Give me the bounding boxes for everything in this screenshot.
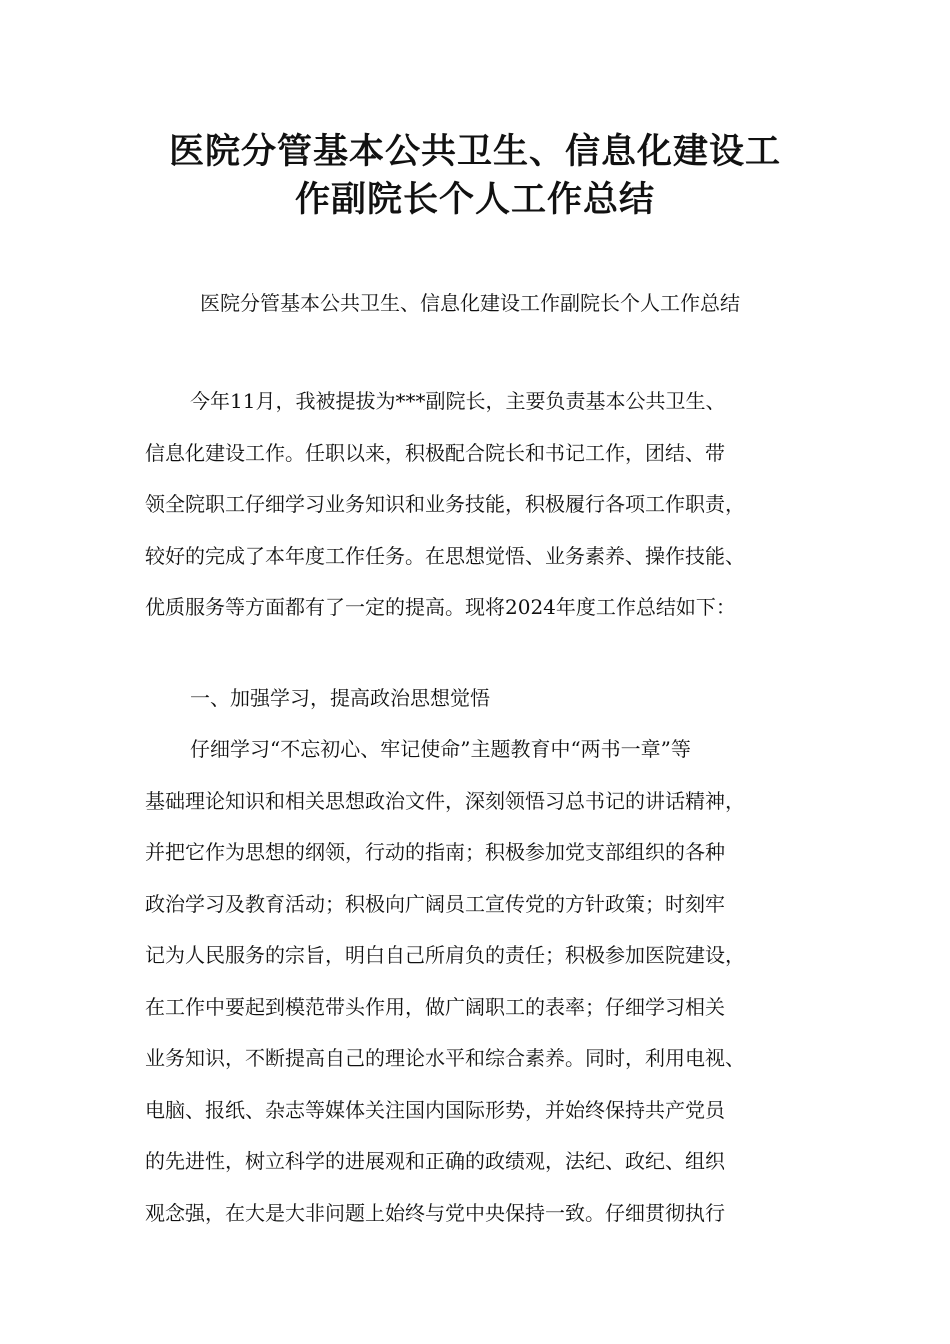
document-title <box>100 128 850 224</box>
intro-paragraph <box>145 376 835 634</box>
paragraph-line: 领全院职工仔细学习业务知识和业务技能，积极履行各项工作职责， <box>145 492 745 516</box>
paragraph-line: 仔细学习“不忘初心、牢记使命”主题教育中“两书一章”等 <box>190 737 691 761</box>
paragraph-line: 政治学习及教育活动；积极向广阔员工宣传党的方针政策；时刻牢 <box>145 891 725 916</box>
paragraph-line: 基础理论知识和相关思想政治文件，深刻领悟习总书记的讲话精神， <box>145 788 745 813</box>
paragraph-line: 电脑、报纸、杂志等媒体关注国内国际形势，并始终保持共产党员 <box>145 1097 725 1122</box>
paragraph-line: 优质服务等方面都有了一定的提高。现将2024年度工作总结如下： <box>145 595 736 619</box>
paragraph-line: 信息化建设工作。任职以来，积极配合院长和书记工作，团结、带 <box>145 440 725 465</box>
title-line: 医院分管基本公共卫生、信息化建设工 <box>168 132 781 172</box>
paragraph-line: 在工作中要起到模范带头作用，做广阔职工的表率；仔细学习相关 <box>145 994 725 1019</box>
paragraph-line: 今年11月，我被提拔为***副院长，主要负责基本公共卫生、 <box>190 389 726 413</box>
section-one-paragraph <box>145 724 835 1239</box>
section-heading <box>145 673 835 725</box>
title-line: 作副院长个人工作总结 <box>294 180 655 220</box>
paragraph-line: 的先进性，树立科学的进展观和正确的政绩观，法纪、政纪、组织 <box>145 1149 725 1173</box>
paragraph-line: 较好的完成了本年度工作任务。在思想觉悟、业务素养、操作技能、 <box>145 543 745 568</box>
paragraph-line: 并把它作为思想的纲领，行动的指南；积极参加党支部组织的各种 <box>145 840 725 864</box>
paragraph-line: 业务知识，不断提高自己的理论水平和综合素养。同时，利用电视、 <box>145 1046 745 1070</box>
paragraph-line: 记为人民服务的宗旨，明白自己所肩负的责任；积极参加医院建设， <box>145 943 745 967</box>
document-subtitle: 医院分管基本公共卫生、信息化建设工作副院长个人工作总结 <box>200 291 740 315</box>
section-heading-text: 一、加强学习，提高政治思想觉悟 <box>190 686 490 710</box>
paragraph-line: 观念强，在大是大非问题上始终与党中央保持一致。仔细贯彻执行 <box>145 1200 725 1225</box>
